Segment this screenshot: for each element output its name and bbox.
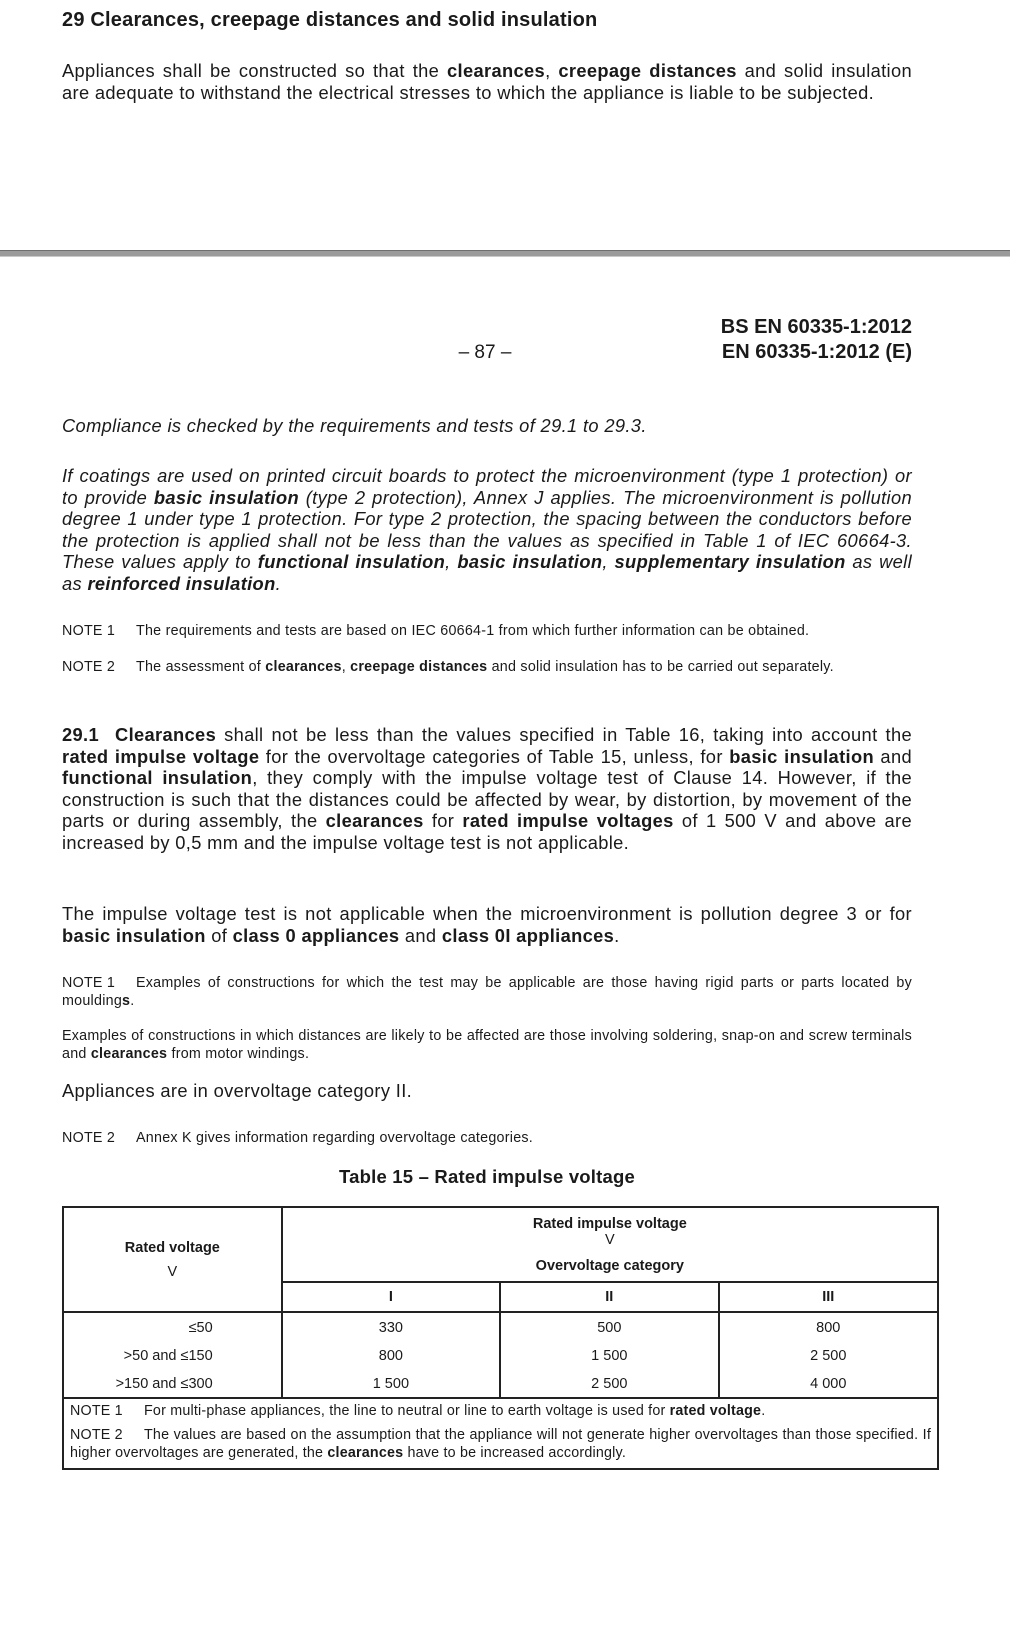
- note-label: NOTE 2: [70, 1427, 123, 1443]
- table-note-2: NOTE 2 The values are based on the assumption that the appliance will not generate higher overvoltages than those specified. If higher overvoltages are generated, the clearances have to be increased accordingly.: [70, 1427, 931, 1461]
- category-header-ii: II: [500, 1282, 718, 1312]
- note-label: NOTE 1: [62, 623, 116, 639]
- coatings-paragraph: If coatings are used on printed circuit boards to protect the microenvironment (type 1 protection) or to provide basic insulation (type 2 protection), Annex J applies. The microenvironment is pollution degree 1 under type 1 protection. For type 2 protection, the spacing between the conductors before the protection is applied shall not be less than the values as specified in Table 1 of IEC 60664-3. These values apply to functional insulation, basic insulation, supplementary insulation as well as reinforced insulation.: [62, 465, 913, 594]
- table-notes: [63, 1398, 938, 1469]
- overvoltage-category-header: Overvoltage category: [535, 1257, 684, 1274]
- value-cell: 500: [500, 1312, 718, 1342]
- rated-voltage-header: Rated voltage V: [63, 1207, 282, 1312]
- rated-impulse-unit: V: [604, 1231, 615, 1248]
- note-2-annex-k: NOTE 2 Annex K gives information regarding overvoltage categories.: [62, 1130, 534, 1146]
- value-cell: 800: [282, 1342, 500, 1370]
- category-header-i: I: [282, 1282, 500, 1312]
- note-label: NOTE 1: [62, 975, 116, 991]
- section-heading: 29 Clearances, creepage distances and solid insulation: [62, 9, 598, 31]
- table-row: [63, 1342, 938, 1370]
- note-1-iec60664: NOTE 1 The requirements and tests are based on IEC 60664-1 from which further information can be obtained.: [62, 623, 810, 639]
- intro-paragraph: Appliances shall be constructed so that the clearances, creepage distances and solid insulation are adequate to withstand the electrical stresses to which the appliance is liable to be subjected.: [62, 60, 913, 103]
- clause-29-1: 29.1 Clearances shall not be less than the values specified in Table 16, taking into account the rated impulse voltage for the overvoltage categories of Table 15, unless, for basic insulation and functional insulation, they comply with the impulse voltage test of Clause 14. However, if the construction is such that the distances could be affected by wear, by distortion, by movement of the parts or during assembly, the clearances for rated impulse voltages of 1 500 V and above are increased by 0,5 mm and the impulse voltage test is not applicable.: [62, 724, 913, 853]
- page-number: – 87 –: [458, 342, 512, 363]
- value-cell: 1 500: [500, 1342, 718, 1370]
- value-cell: 2 500: [719, 1342, 938, 1370]
- value-cell: 800: [719, 1312, 938, 1342]
- table-note-1: NOTE 1 For multi-phase appliances, the line to neutral or line to earth voltage is used for rated voltage.: [70, 1403, 766, 1419]
- rated-voltage-unit: V: [167, 1263, 178, 1280]
- value-cell: 2 500: [500, 1370, 718, 1398]
- rated-impulse-header: Rated impulse voltage V Overvoltage category: [282, 1207, 938, 1282]
- overvoltage-category-statement: Appliances are in overvoltage category II.: [62, 1080, 413, 1101]
- note-label: NOTE 2: [62, 1130, 116, 1146]
- note-2-assessment: NOTE 2 The assessment of clearances, creepage distances and solid insulation has to be carried out separately.: [62, 659, 834, 675]
- page-divider: [0, 250, 1010, 257]
- standard-ref-en: EN 60335-1:2012 (E): [721, 341, 912, 363]
- voltage-cell: >150 and ≤300: [63, 1370, 282, 1398]
- voltage-cell: ≤50: [63, 1312, 282, 1342]
- note-1-examples: NOTE 1 Examples of constructions for which the test may be applicable are those having rigid parts or parts located by mouldings.: [62, 975, 912, 1009]
- value-cell: 4 000: [719, 1370, 938, 1398]
- value-cell: 1 500: [282, 1370, 500, 1398]
- standard-reference: [700, 315, 912, 365]
- note-label: NOTE 2: [62, 659, 116, 675]
- category-header-iii: III: [719, 1282, 938, 1312]
- impulse-paragraph: The impulse voltage test is not applicable when the microenvironment is pollution degree 3 or for basic insulation of class 0 appliances and class 0I appliances.: [62, 903, 912, 946]
- compliance-statement: Compliance is checked by the requirements and tests of 29.1 to 29.3.: [62, 415, 647, 436]
- examples-affected: Examples of constructions in which distances are likely to be affected are those involving soldering, snap-on and screw terminals and clearances from motor windings.: [62, 1028, 912, 1062]
- voltage-cell: >50 and ≤150: [63, 1342, 282, 1370]
- value-cell: 330: [282, 1312, 500, 1342]
- standard-ref-bs: BS EN 60335-1:2012: [720, 316, 912, 338]
- clause-number: 29.1: [62, 724, 99, 745]
- table-row: [63, 1312, 938, 1342]
- note-label: NOTE 1: [70, 1403, 123, 1419]
- table-15: [62, 1206, 939, 1470]
- table-15-caption: Table 15 – Rated impulse voltage: [339, 1166, 635, 1187]
- table-row: [63, 1370, 938, 1398]
